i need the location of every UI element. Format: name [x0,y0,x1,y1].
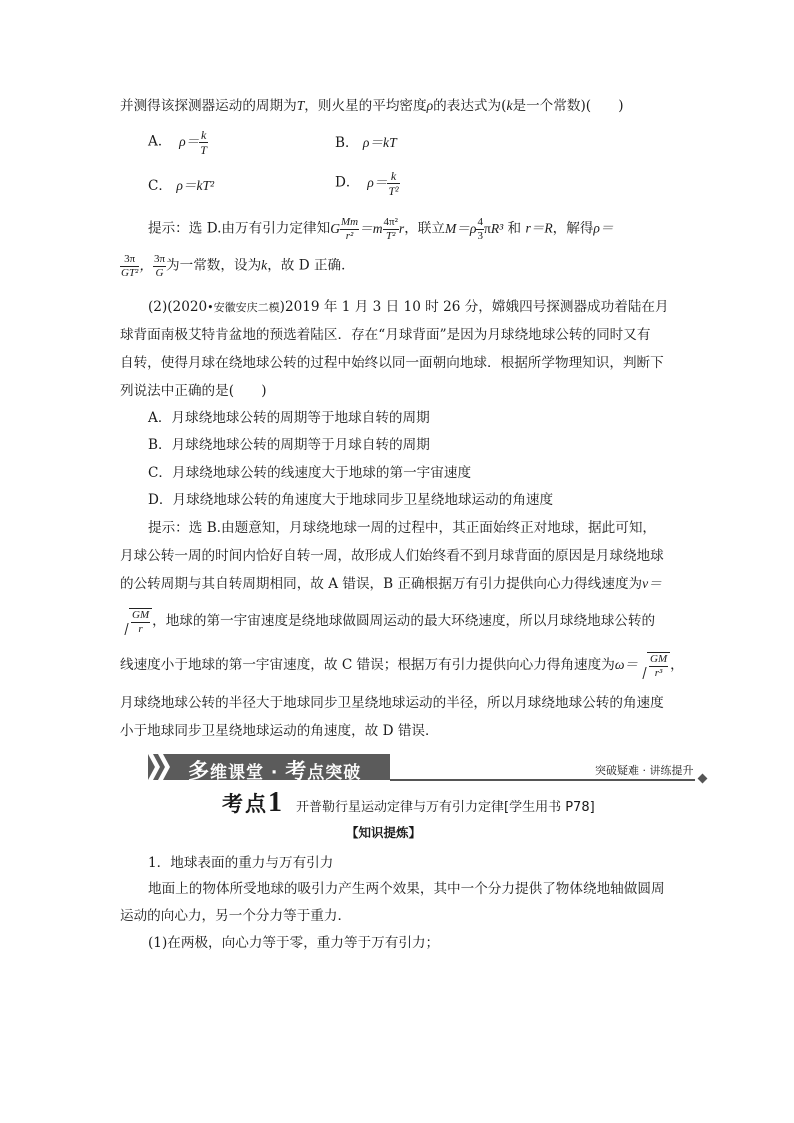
body-item-1: 1．地球表面的重力与万有引力 [148,855,334,871]
option-b-expr: ρ＝kT [362,135,397,150]
q2-option-b: B．月球绕地球公转的周期等于月球自转的周期 [148,437,430,453]
q1-stem-k: k [506,98,513,113]
option-c-expr: ρ＝kT² [176,178,215,193]
q2-hint-line4 [120,608,655,635]
hint-v-eq: v＝ [642,576,662,591]
option-label: D． [335,174,360,191]
option-d-expr: ρ＝ $\frac{k}{\text{T²}}$ [363,169,399,198]
q2-hint-line7: 小于地球同步卫星绕地球运动的角速度，故 D 错误． [120,723,439,739]
q2-stem-line4: 列说法中正确的是( ) [120,383,267,399]
q1-option-a [148,129,208,156]
q1-stem-text-c: 的表达式为( [433,98,507,114]
q2-hint-line5: 线速度小于地球的第一宇宙速度，故 C 错误；根据万有引力提供向心力得角速度为ω＝ $\frac{GM}{\text{r³}}$ ， [120,653,684,679]
q2-hint-line2: 月球公转一周的时间内恰好自转一周，故形成人们始终看不到月球背面的原因是月球绕地球 [120,548,664,564]
hint-k: k [261,257,268,273]
body-paragraph-2: (1)在两极，向心力等于零，重力等于万有引力； [148,935,440,951]
q2-option-a: A．月球绕地球公转的周期等于地球自转的周期 [148,410,430,426]
hint-text: 为一常数，设为 [166,257,262,274]
hint-formula-mass: M＝ρ $\frac{4}{3}$ πR³ [444,216,504,242]
q1-stem-text-b: ，则火星的平均密度 [304,98,427,114]
q1-stem-line [120,96,624,116]
q2-hint-line6: 月球绕地球公转的半径大于地球同步卫星绕地球运动的半径，所以月球绕地球公转的角速度 [120,695,664,711]
kaodian-label [222,787,284,818]
banner-title-a: 多 [188,759,210,783]
q2-source: •安徽安庆二模 [207,301,280,314]
hint-omega-eq: ω＝ [614,657,639,672]
q2-stem-line1 [148,297,669,318]
hint-rho-eq: ρ＝ [593,220,614,236]
q2-stem-line2: 球背面南极艾特肯盆地的预选着陆区．存在“月球背面”是因为月球绕地球公转的同时又有 [120,327,651,343]
option-label: C． [148,178,172,194]
hint-sqrt-gm-r: $\frac{GM}{r}$ [120,608,152,635]
option-label: A． [148,133,172,150]
hint-text: 提示：选 D.由万有引力定律知 [148,220,331,237]
q2-option-c: C．月球绕地球公转的线速度大于地球的第一宇宙速度 [148,465,472,481]
hint-sqrt-gm-r3: $\frac{GM}{\text{r³}}$ [638,652,670,679]
q2-hint-line1: 提示：选 B.由题意知，月球绕地球一周的过程中，其正面始终正对地球，据此可知， [148,520,657,536]
banner-rule [390,779,695,781]
hint-formula-result: $\frac{3\pi}{\text{GT²}}$ ， $\frac{3\pi}{G}$ [121,253,166,279]
q1-stem-rho: ρ [426,98,434,113]
hint-text: 线速度小于地球的第一宇宙速度，故 C 错误；根据万有引力提供向心力得角速度为 [120,657,615,673]
q1-option-c [148,176,214,196]
q2-option-d: D．月球绕地球公转的角速度大于地球同步卫星绕地球运动的角速度 [148,492,554,508]
q1-stem-text: 并测得该探测器运动的周期为 [120,98,297,114]
banner-title-b: 维课堂 · [210,763,286,783]
q1-hint-line1 [148,217,614,242]
hint-text: ，地球的第一宇宙速度是绕地球做圆周运动的最大环绕速度，所以月球绕地球公转的 [152,613,656,629]
body-paragraph-1a: 地面上的物体所受地球的吸引力产生两个效果，其中一个分力提供了物体绕地轴做圆周 [148,881,665,897]
body-paragraph-1b: 运动的向心力，另一个分力等于重力． [120,908,352,924]
section-title: 开普勒行星运动定律与万有引力定律[学生用书 P78] [296,800,595,815]
q2-number: (2)(2020 [148,299,208,315]
hint-text: 的公转周期与其自转周期相同，故 A 错误，B 正确根据万有引力提供向心力得线速度为 [120,576,643,592]
kaodian-text: 考点 [222,791,268,816]
banner-title-d: 点突破 [307,763,362,783]
option-a-expr: ρ＝ $\frac{k}{T}$ [175,128,207,157]
chevron-right-icon [158,754,170,780]
banner-subtitle: 突破疑难 · 讲练提升 [595,764,694,777]
diamond-icon [698,774,708,784]
q1-stem-T: T [296,98,305,113]
q2-text: )2019 年 1 月 3 日 10 时 26 分，嫦娥四号探测器成功着陆在月 [279,299,669,315]
option-label: B． [335,135,359,151]
section-heading [222,787,595,819]
knowledge-subheading: 【知识提炼】 [346,825,422,840]
hint-text: ，解得 [552,220,594,237]
q1-hint-line2 [120,254,355,279]
hint-r-eq: r＝R [525,220,553,236]
hint-text: ，故 D 正确． [267,257,355,274]
q2-hint-line3 [120,574,662,594]
q1-stem-text-d: 是一个常数)( ) [512,98,624,114]
hint-text: ，联立 [404,220,445,237]
section-banner [148,752,706,782]
banner-title-c: 考 [285,759,308,783]
kaodian-number: 1 [268,787,284,818]
q2-stem-line3: 自转，使得月球在绕地球公转的过程中始终以同一面朝向地球．根据所学物理知识，判断下 [120,355,664,371]
q1-option-b [335,133,397,153]
hint-formula-gravity: G $\frac{Mm}{\text{r²}}$ ＝m $\frac{\text{4π²}}{\text{T²}}$ r [330,216,405,242]
hint-text: 和 [507,220,522,237]
banner-title [188,755,361,785]
q1-option-d [335,170,400,197]
